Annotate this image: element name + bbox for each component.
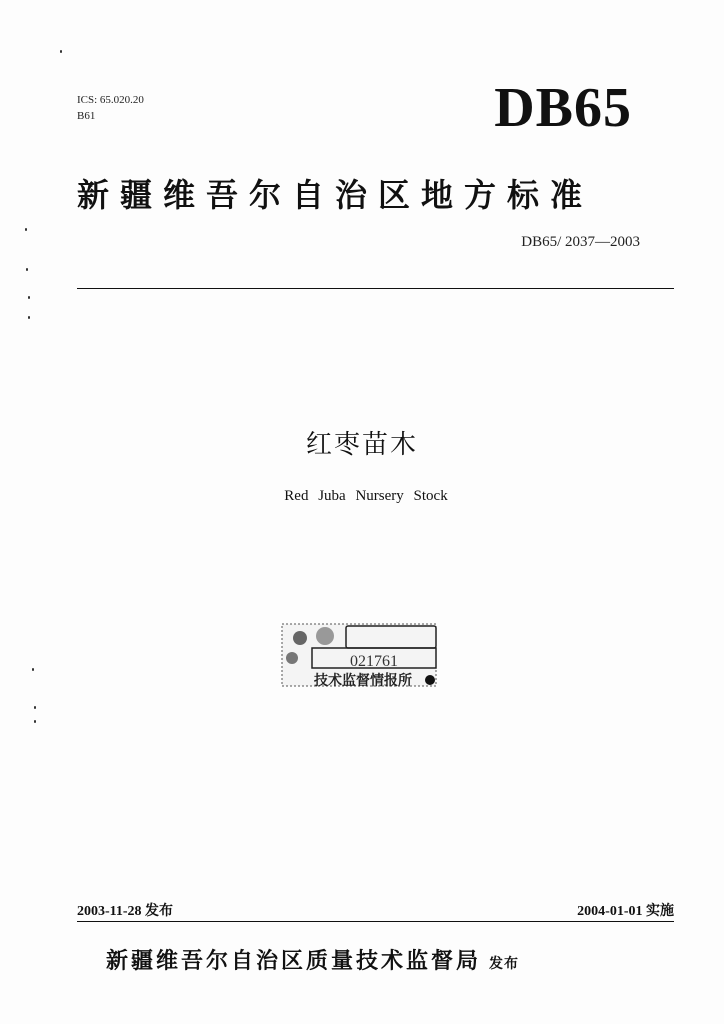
scan-speck <box>32 668 34 671</box>
publisher <box>106 944 519 975</box>
db-logo: DB65 <box>494 77 632 139</box>
document-title-chinese: 红枣苗木 <box>305 430 418 460</box>
scan-speck <box>28 316 30 319</box>
issue-date: 2003-11-28 发布 <box>77 904 174 919</box>
scan-speck <box>34 720 36 723</box>
publisher-suffix: 发布 <box>489 956 520 972</box>
footer-divider <box>77 921 674 922</box>
scan-speck <box>60 50 62 53</box>
library-stamp <box>280 622 440 690</box>
scan-speck <box>34 706 36 709</box>
publisher-name: 新疆维吾尔自治区质量技术监督局 <box>106 949 482 974</box>
ccs-code: B61 <box>77 110 96 122</box>
classification-codes <box>77 92 144 124</box>
standard-number: DB65/ 2037—2003 <box>521 234 640 250</box>
scan-speck <box>25 228 27 231</box>
scan-speck <box>26 268 28 271</box>
header-divider <box>77 288 674 289</box>
standard-type-title: 新疆维吾尔自治区地方标准 <box>77 176 594 214</box>
ics-code: ICS: 65.020.20 <box>77 94 144 106</box>
stamp-text: 技术监督情报所 <box>314 673 412 689</box>
implementation-date: 2004-01-01 实施 <box>577 904 674 919</box>
document-title-english: Red Juba Nursery Stock <box>284 488 448 504</box>
scan-speck <box>28 296 30 299</box>
stamp-number: 021761 <box>350 653 398 670</box>
